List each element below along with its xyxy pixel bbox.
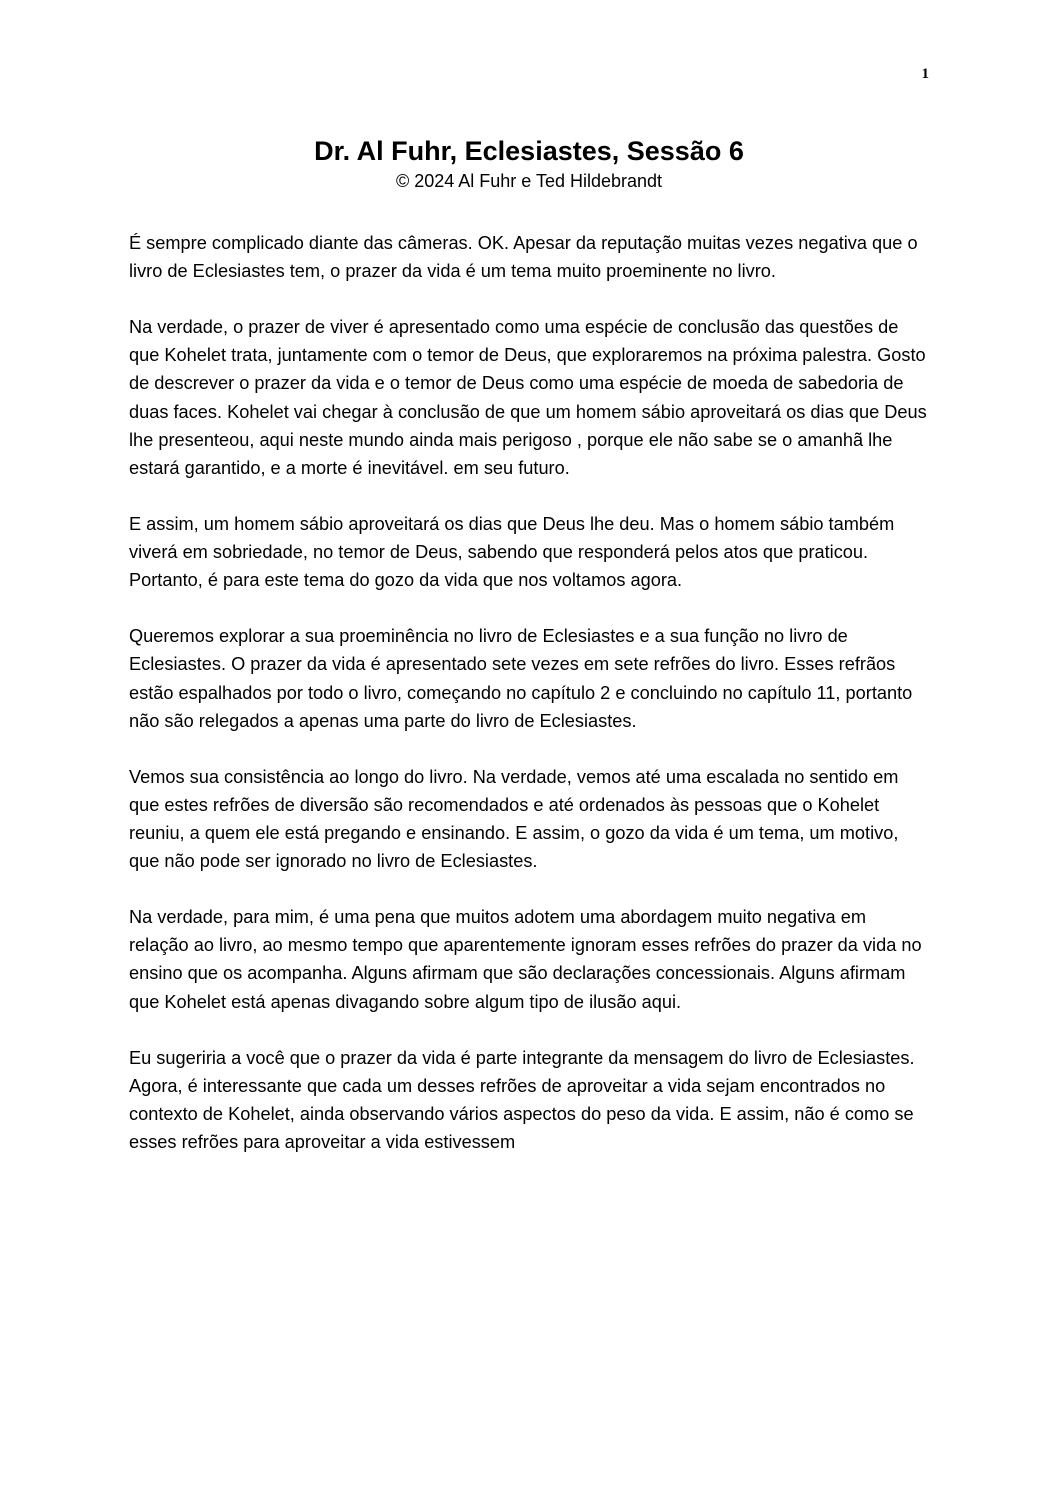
paragraph: Queremos explorar a sua proeminência no livro de Eclesiastes e a sua função no livro de Eclesiastes. O prazer da vida é apresentado sete vezes em sete refrões do livro. Esses refrãos estão espalhados por todo o livro, começando no capítulo 2 e concluindo no capítulo 11, portanto não são relegados a apenas uma parte do livro de Eclesiastes. (129, 626, 913, 731)
paragraph: É sempre complicado diante das câmeras. OK. Apesar da reputação muitas vezes negativa que o livro de Eclesiastes tem, o prazer da vida é um tema muito proeminente no livro. (129, 233, 918, 282)
paragraph: Na verdade, para mim, é uma pena que muitos adotem uma abordagem muito negativa em relação ao livro, ao mesmo tempo que aparentemente ignoram esses refrões do prazer da vida no ensino que os acompanha. Alguns afirmam que são declarações concessionais. Alguns afirmam que Kohelet está apenas divagando sobre algum tipo de ilusão aqui. (129, 907, 922, 1012)
paragraph: Na verdade, o prazer de viver é apresentado como uma espécie de conclusão das questões de que Kohelet trata, juntamente com o temor de Deus, que exploraremos na próxima palestra. Gosto de descrever o prazer da vida e o temor de Deus como uma espécie de moeda de sabedoria de duas faces. Kohelet vai chegar à conclusão de que um homem sábio aproveitará os dias que Deus lhe presenteou, aqui neste mundo ainda mais perigoso , porque ele não sabe se o amanhã lhe estará garantido, e a morte é inevitável. em seu futuro. (129, 317, 927, 478)
document-title: Dr. Al Fuhr, Eclesiastes, Sessão 6 (314, 136, 744, 166)
document-body (129, 229, 929, 1156)
page-number: 1 (921, 66, 929, 82)
paragraph: Vemos sua consistência ao longo do livro. Na verdade, vemos até uma escalada no sentido em que estes refrões de diversão são recomendados e até ordenados às pessoas que o Kohelet reuniu, a quem ele está pregando e ensinando. E assim, o gozo da vida é um tema, um motivo, que não pode ser ignorado no livro de Eclesiastes. (129, 766, 899, 872)
paragraph: Eu sugeriria a você que o prazer da vida é parte integrante da mensagem do livro de Eclesiastes. Agora, é interessante que cada um desses refrões de aproveitar a vida sejam encontrados no contexto de Kohelet, ainda observando vários aspectos do peso da vida. E assim, não é como se esses refrões para aproveitar a vida estivessem (129, 1047, 915, 1152)
document-header (0, 134, 1058, 194)
copyright-line: © 2024 Al Fuhr e Ted Hildebrandt (395, 171, 663, 191)
paragraph: E assim, um homem sábio aproveitará os dias que Deus lhe deu. Mas o homem sábio também viverá em sobriedade, no temor de Deus, sabendo que responderá pelos atos que praticou. Portanto, é para este tema do gozo da vida que nos voltamos agora. (129, 513, 895, 591)
